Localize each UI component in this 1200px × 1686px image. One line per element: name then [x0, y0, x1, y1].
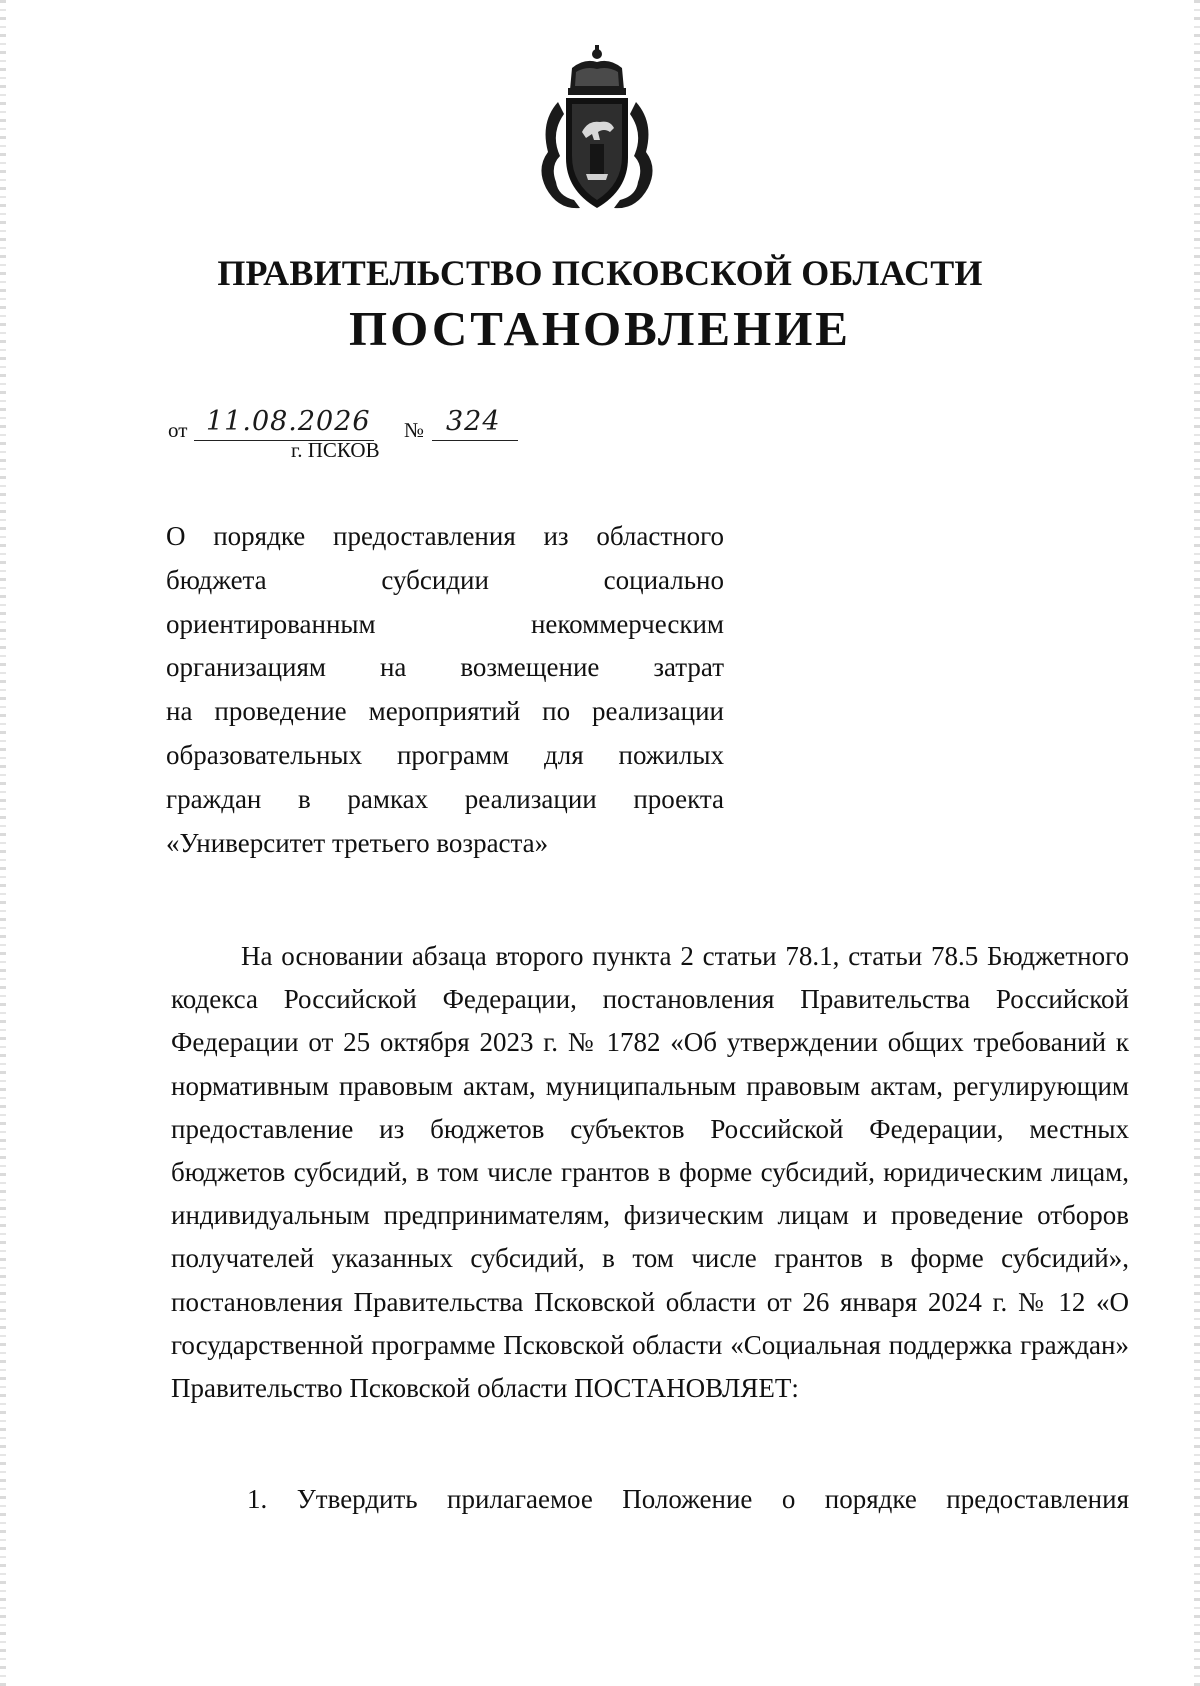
number-prefix: № [404, 418, 425, 442]
subject-line: образовательных программ для пожилых [166, 739, 724, 770]
handwritten-number: 324 [446, 406, 501, 437]
pskov-coat-of-arms-emblem [528, 40, 666, 222]
subject-line: «Университет третьего возраста» [166, 827, 549, 858]
resolution-item-1: 1. Утвердить прилагаемое Положение о порядке предоставления [247, 1484, 1129, 1514]
organization-title: ПРАВИТЕЛЬСТВО ПСКОВСКОЙ ОБЛАСТИ [217, 253, 983, 293]
preamble-paragraph: На основании абзаца второго пункта 2 статьи 78.1, статьи 78.5 Бюджетного кодекса Российской Федерации, постановления Правительства Российской Федерации от 25 октября 2023 г. № 1782 «Об утверждении общих требований к нормативным правовым актам, муниципальным правовым актам, регулирующим предоставление из бюджетов субъектов Российской Федерации, местных бюджетов субсидий, в том числе грантов в форме субсидий, юридическим лицам, индивидуальным предпринимателям, физическим лицам и проведение отборов получателей указанных субсидий, в том числе грантов в форме субсидий», постановления Правительства Псковской области от 26 января 2024 г. № 12 «О государственной программе Псковской области «Социальная поддержка граждан» Правительство Псковской области ПОСТАНОВЛЯЕТ: [171, 941, 1129, 1404]
document-type-title: ПОСТАНОВЛЕНИЕ [349, 301, 851, 356]
subject-line: граждан в рамках реализации проекта [166, 783, 724, 814]
date-prefix: от [168, 418, 188, 442]
subject-line: бюджета субсидии социально [166, 564, 724, 595]
document-subject [166, 515, 724, 865]
handwritten-date: 11.08.2026 [206, 406, 371, 437]
issuing-city: г. ПСКОВ [291, 438, 380, 462]
number-underline [432, 440, 518, 441]
subject-line: на проведение мероприятий по реализации [166, 696, 724, 727]
subject-line: О порядке предоставления из областного [166, 521, 724, 551]
subject-line: ориентированным некоммерческим [166, 608, 724, 639]
subject-line: организациям на возмещение затрат [166, 652, 724, 683]
